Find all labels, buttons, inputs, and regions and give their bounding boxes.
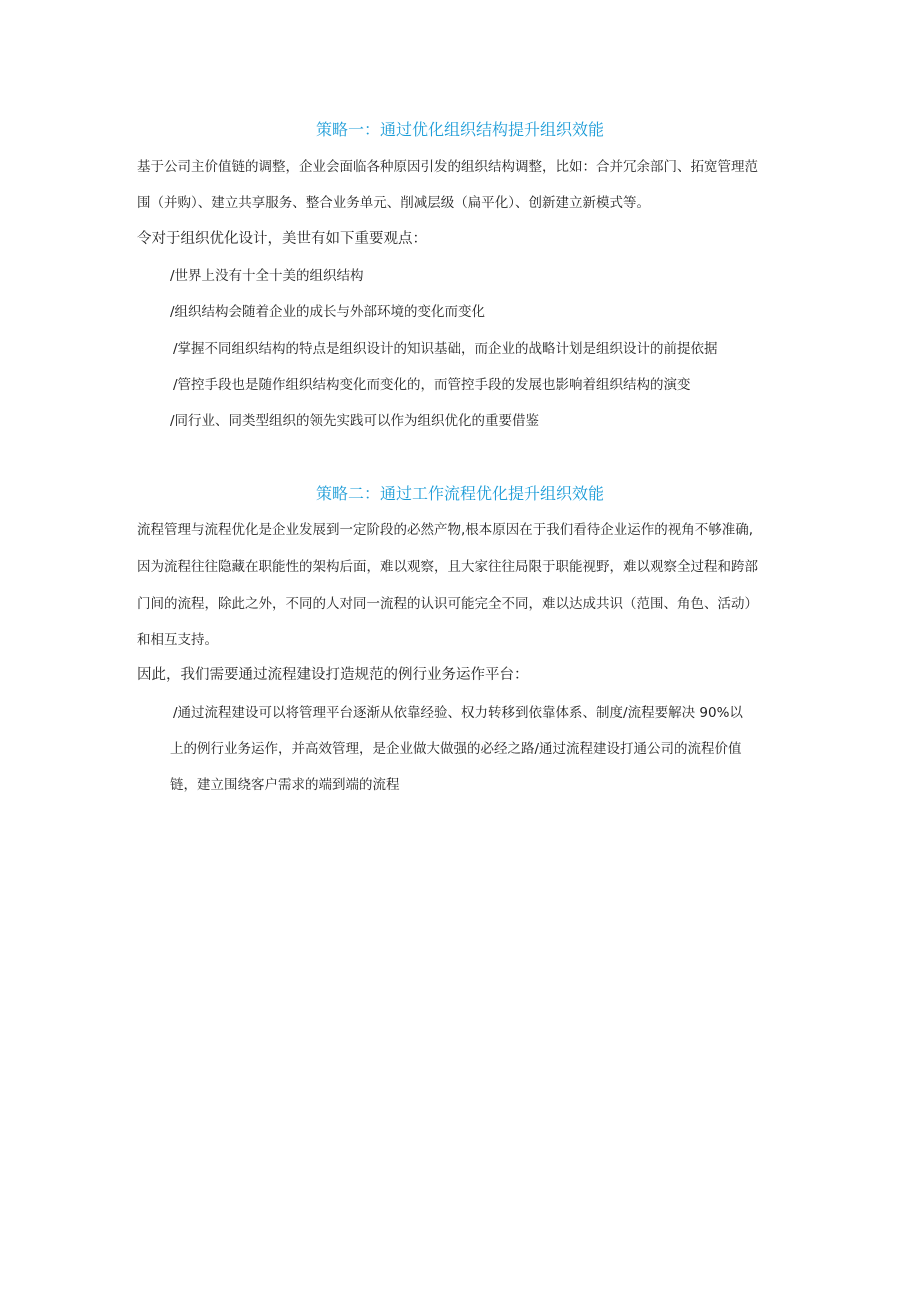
section2-intro: 因此，我们需要通过流程建设打造规范的例行业务运作平台： [137, 667, 529, 683]
section2-paragraph-line: 和相互支持。 [137, 632, 218, 648]
section1-paragraph-line: 围（并购）、建立共享服务、整合业务单元、削减层级（扁平化）、创新建立新模式等。 [137, 195, 650, 211]
section2-paragraph-line: 流程管理与流程优化是企业发展到一定阶段的必然产物,根本原因在于我们看待企业运作的视角不够准确, [137, 522, 754, 538]
section2-paragraph-line: 门间的流程，除此之外，不同的人对同一流程的认识可能完全不同，难以达成共识（范围、角色、活动） [137, 596, 758, 612]
section1-bullet: /同行业、同类型组织的领先实践可以作为组织优化的重要借鉴 [170, 413, 540, 429]
section1-paragraph-line: 基于公司主价值链的调整，企业会面临各种原因引发的组织结构调整，比如：合并冗余部门、拓宽管理范 [137, 159, 758, 175]
section2-heading: 策略二：通过工作流程优化提升组织效能 [315, 484, 604, 503]
section1-intro: 令对于组织优化设计，美世有如下重要观点： [137, 231, 427, 247]
section2-bullet-line: /通过流程建设可以将管理平台逐渐从依靠经验、权力转移到依靠体系、制度/流程要解决 90%以 [173, 705, 743, 721]
section1-bullet: /掌握不同组织结构的特点是组织设计的知识基础，而企业的战略计划是组织设计的前提依据 [173, 341, 718, 357]
section2-paragraph-line: 因为流程往往隐藏在职能性的架构后面，难以观察，且大家往往局限于职能视野，难以观察全过程和跨部 [137, 559, 758, 575]
section1-bullet: /管控手段也是随作组织结构变化而变化的，而管控手段的发展也影响着组织结构的演变 [173, 377, 691, 393]
section1-heading: 策略一：通过优化组织结构提升组织效能 [315, 120, 604, 139]
section1-bullet: /世界上没有十全十美的组织结构 [170, 268, 364, 284]
section2-bullet-line: 上的例行业务运作，并高效管理，是企业做大做强的必经之路/通过流程建设打通公司的流程价值 [170, 741, 742, 757]
section1-bullet: /组织结构会随着企业的成长与外部环境的变化而变化 [170, 304, 486, 320]
section2-bullet-line: 链，建立围绕客户需求的端到端的流程 [170, 777, 400, 793]
